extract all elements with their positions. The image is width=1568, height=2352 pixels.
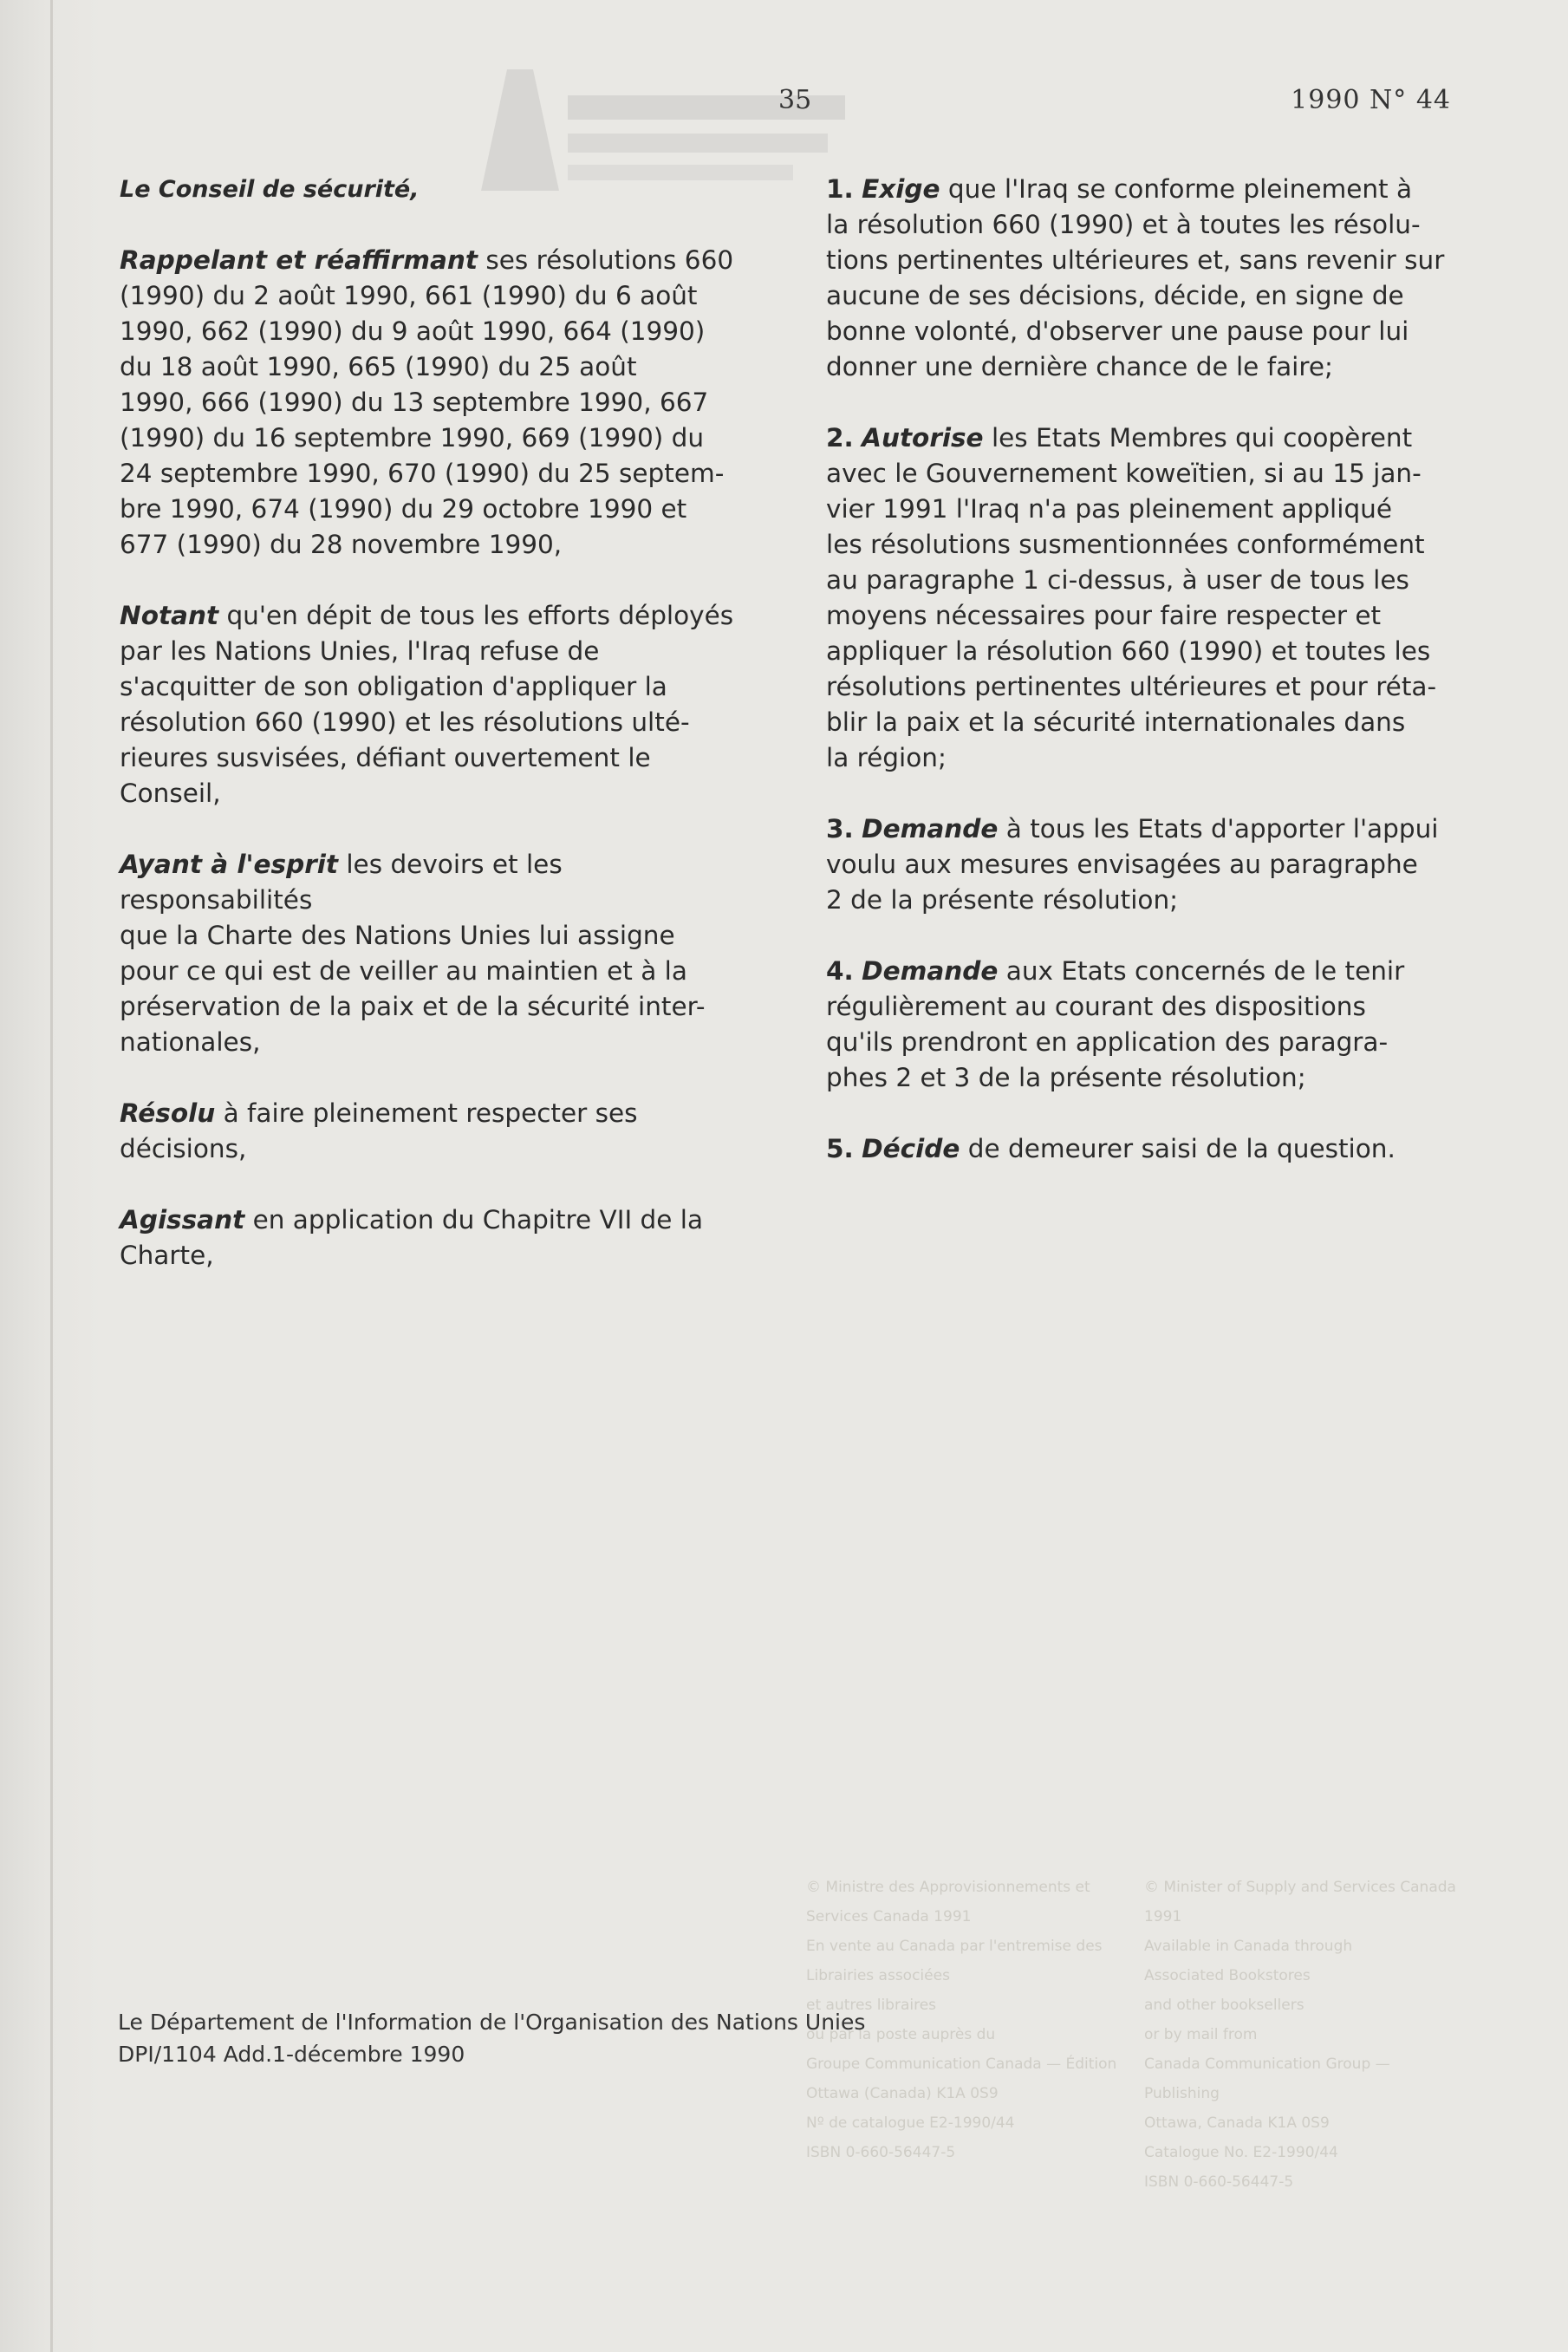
paragraph-number: 4.: [826, 956, 854, 986]
bleed-through-line: © Minister of Supply and Services Canada 1991: [1144, 1879, 1456, 1925]
bleed-through-line: and other booksellers: [1144, 1997, 1304, 2014]
paragraph-text: en application du Chapitre VII de la Charte,: [120, 1205, 704, 1270]
bleed-through-line: or by mail from: [1144, 2026, 1258, 2043]
left-paragraph: [120, 598, 752, 811]
bleed-through-line: et autres libraires: [806, 1997, 937, 2014]
left-paragraph: [120, 243, 752, 563]
page-number: 35: [778, 85, 812, 115]
paragraph-keyword: Exige: [862, 174, 940, 204]
right-paragraph: [826, 420, 1459, 776]
paragraph-text: les devoirs et les responsabilités que la Charte des Nations Unies lui assigne pour ce qui est de veiller au maintien et à la préservation de la paix et de la sécurité inter- nationales,: [120, 850, 706, 1057]
paragraph-number: 1.: [826, 174, 854, 204]
bleed-through-line: Librairies associées: [806, 1967, 950, 1984]
left-paragraph: [120, 847, 752, 1060]
paragraph-text: les Etats Membres qui coopèrent avec le Gouvernement koweïtien, si au 15 jan- vier 1991 l'Iraq n'a pas pleinement appliqué les résolutions susmentionnées conformément au paragraphe 1 ci-dessus, à user de tous les moyens nécessaires pour faire respecter et appliquer la résolution 660 (1990) et toutes les résolutions pertinentes ultérieures et pour réta- blir la paix et la sécurité internationales dans la région;: [826, 423, 1437, 772]
paragraph-text: ses résolutions 660 (1990) du 2 août 1990, 661 (1990) du 6 août 1990, 662 (1990) du 9 août 1990, 664 (1990) du 18 août 1990, 665 (1990) du 25 août 1990, 666 (1990) du 13 septembre 1990, 667 (1990) du 16 septembre 1990, 669 (1990) du 24 septembre 1990, 670 (1990) du 25 septem- bre 1990, 674 (1990) du 29 octobre 1990 et 677 (1990) du 28 novembre 1990,: [120, 245, 734, 559]
binding-line: [50, 0, 53, 2352]
bleed-through-line: ISBN 0-660-56447-5: [1144, 2173, 1294, 2191]
right-paragraph: [826, 172, 1459, 385]
footer-publisher: Le Département de l'Information de l'Organisation des Nations Unies: [118, 2010, 866, 2035]
publication-footer: [118, 2006, 865, 2070]
bleed-through-line: Ottawa, Canada K1A 0S9: [1144, 2114, 1330, 2132]
paragraph-text: à faire pleinement respecter ses décisions,: [120, 1098, 638, 1163]
left-paragraph: [120, 1202, 752, 1274]
paragraph-text: qu'en dépit de tous les efforts déployés par les Nations Unies, l'Iraq refuse de s'acquitter de son obligation d'appliquer la résolution 660 (1990) et les résolutions ulté- rieures susvisées, défiant ouvertement le Conseil,: [120, 601, 734, 808]
right-paragraph: [826, 1131, 1459, 1167]
bleed-through-line: © Ministre des Approvisionnements et Services Canada 1991: [806, 1879, 1090, 1925]
paragraph-keyword: Décide: [862, 1134, 960, 1163]
paragraph-number: 2.: [826, 423, 854, 453]
bleed-through-line: En vente au Canada par l'entremise des: [806, 1938, 1103, 1955]
bleed-through-line: Canada Communication Group — Publishing: [1144, 2056, 1390, 2102]
paragraph-keyword: Rappelant et réaffirmant: [120, 245, 478, 275]
paragraph-text: que l'Iraq se conforme pleinement à la résolution 660 (1990) et à toutes les résolu- tions pertinentes ultérieures et, sans revenir sur aucune de ses décisions, décide, en signe de bonne volonté, d'observer une pause pour lui donner une dernière chance de le faire;: [826, 174, 1445, 381]
bleed-through-line: Catalogue No. E2-1990/44: [1144, 2144, 1338, 2161]
page-header: [0, 85, 1568, 128]
bleed-through-text-right: [1144, 1873, 1456, 2197]
paragraph-keyword: Demande: [862, 814, 999, 844]
left-paragraph: [120, 1096, 752, 1167]
paragraph-keyword: Résolu: [120, 1098, 216, 1128]
bleed-through-line: Available in Canada through: [1144, 1938, 1353, 1955]
right-paragraph: [826, 811, 1459, 918]
right-paragraph: [826, 954, 1459, 1096]
left-column: [120, 172, 752, 1309]
resolution-preamble-heading: Le Conseil de sécurité,: [120, 176, 420, 203]
paragraph-keyword: Demande: [862, 956, 999, 986]
bleed-through-line: Groupe Communication Canada — Édition: [806, 2056, 1117, 2073]
paragraph-keyword: Autorise: [862, 423, 984, 453]
bleed-through-line: Associated Bookstores: [1144, 1967, 1311, 1984]
paragraph-text: à tous les Etats d'apporter l'appui voulu aux mesures envisagées au paragraphe 2 de la présente résolution;: [826, 814, 1439, 915]
paragraph-keyword: Agissant: [120, 1205, 245, 1235]
right-column: [826, 172, 1459, 1202]
bleed-through-line: Ottawa (Canada) K1A 0S9: [806, 2085, 999, 2102]
paragraph-text: aux Etats concernés de le tenir régulièrement au courant des dispositions qu'ils prendront en application des paragra- phes 2 et 3 de la présente résolution;: [826, 956, 1405, 1092]
bleed-through-line: ou par la poste auprès du: [806, 2026, 996, 2043]
bleed-through-line: ISBN 0-660-56447-5: [806, 2144, 956, 2161]
paragraph-text: de demeurer saisi de la question.: [960, 1134, 1396, 1163]
paragraph-number: 3.: [826, 814, 854, 844]
issue-number: 1990 N° 44: [1291, 85, 1451, 115]
paragraph-number: 5.: [826, 1134, 854, 1163]
paragraph-keyword: Notant: [120, 601, 219, 630]
bleed-through-line: Nº de catalogue E2-1990/44: [806, 2114, 1015, 2132]
footer-document-code: DPI/1104 Add.1-décembre 1990: [118, 2042, 465, 2067]
paragraph-keyword: Ayant à l'esprit: [120, 850, 338, 879]
